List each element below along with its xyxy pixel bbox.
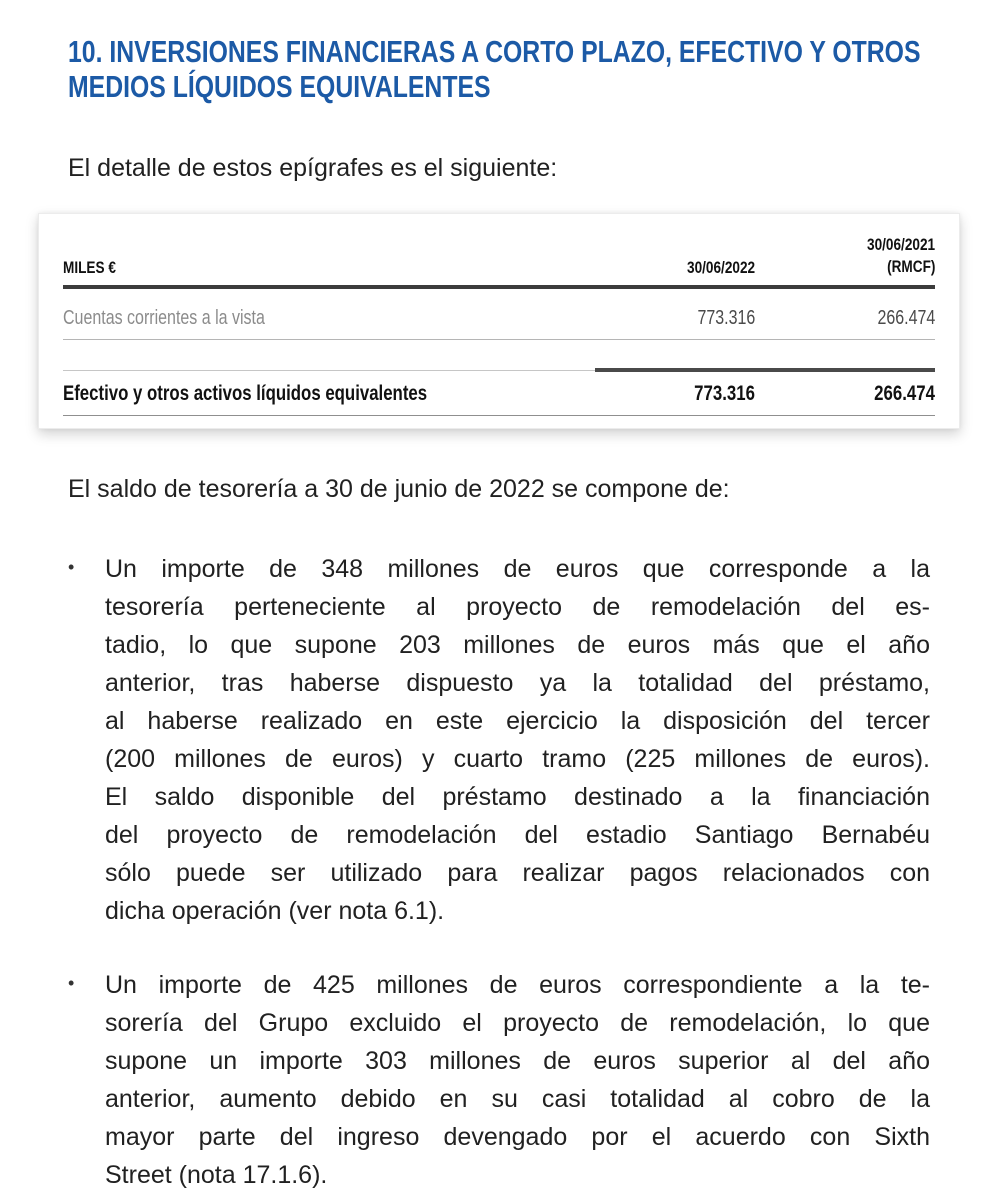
table-row-cuentas-corrientes bbox=[63, 289, 935, 340]
text-line: sorería del Grupo excluido el proyecto de remodelación, lo que bbox=[105, 1009, 930, 1037]
lead-paragraph: El saldo de tesorería a 30 de junio de 2022 se compone de: bbox=[68, 475, 730, 503]
total-label: Efectivo y otros activos líquidos equivalentes bbox=[63, 382, 428, 405]
total-value-2021: 266.474 bbox=[874, 382, 935, 405]
bullet-marker: • bbox=[68, 973, 75, 993]
intro-paragraph: El detalle de estos epígrafes es el siguiente: bbox=[68, 154, 558, 182]
section-heading-line2: MEDIOS LÍQUIDOS EQUIVALENTES bbox=[68, 69, 491, 104]
table-total-row bbox=[63, 372, 935, 416]
text-line: del proyecto de remodelación del estadio Santiago Bernabéu bbox=[105, 821, 930, 849]
text-line: Un importe de 348 millones de euros que corresponde a la bbox=[105, 555, 930, 583]
total-separator-line bbox=[63, 368, 935, 372]
financial-table-card bbox=[38, 213, 960, 429]
row-value-2022: 773.316 bbox=[697, 307, 755, 329]
row-label: Cuentas corrientes a la vista bbox=[63, 307, 265, 329]
text-line: (200 millones de euros) y cuarto tramo (225 millones de euros). bbox=[105, 745, 930, 773]
table-header-date-2021: 30/06/2021 (RMCF) bbox=[866, 235, 935, 276]
text-line: al haberse realizado en este ejercicio la disposición del tercer bbox=[105, 707, 930, 735]
text-line: mayor parte del ingreso devengado por el acuerdo con Sixth bbox=[105, 1123, 930, 1151]
list-item bbox=[68, 966, 930, 1194]
text-line: tesorería perteneciente al proyecto de remodelación del es- bbox=[105, 593, 930, 621]
table-header-date-2022: 30/06/2022 bbox=[686, 258, 755, 277]
table-header-units: MILES € bbox=[63, 258, 116, 277]
bullet-text-348-millones bbox=[105, 550, 930, 930]
total-separator-dark-segment bbox=[595, 368, 935, 372]
text-line: tadio, lo que supone 203 millones de euros más que el año bbox=[105, 631, 930, 659]
text-line: anterior, tras haberse dispuesto ya la totalidad del préstamo, bbox=[105, 669, 930, 697]
section-heading bbox=[68, 34, 930, 104]
row-value-2021: 266.474 bbox=[877, 307, 935, 329]
text-line: supone un importe 303 millones de euros superior al del año bbox=[105, 1047, 930, 1075]
bullet-marker: • bbox=[68, 557, 75, 577]
text-line: sólo puede ser utilizado para realizar pagos relacionados con bbox=[105, 859, 930, 887]
text-line: dicha operación (ver nota 6.1). bbox=[105, 897, 445, 925]
section-heading-line1: 10. INVERSIONES FINANCIERAS A CORTO PLAZO, EFECTIVO Y OTROS bbox=[68, 34, 921, 69]
bullet-list bbox=[68, 550, 930, 1194]
text-line: El saldo disponible del préstamo destinado a la financiación bbox=[105, 783, 930, 811]
bullet-text-425-millones bbox=[105, 966, 930, 1194]
table-header-row bbox=[63, 234, 935, 289]
text-line: anterior, aumento debido en su casi totalidad al cobro de la bbox=[105, 1085, 930, 1113]
list-item bbox=[68, 550, 930, 930]
text-line: Un importe de 425 millones de euros correspondiente a la te- bbox=[105, 971, 930, 999]
text-line: Street (nota 17.1.6). bbox=[105, 1161, 328, 1189]
total-value-2022: 773.316 bbox=[694, 382, 755, 405]
